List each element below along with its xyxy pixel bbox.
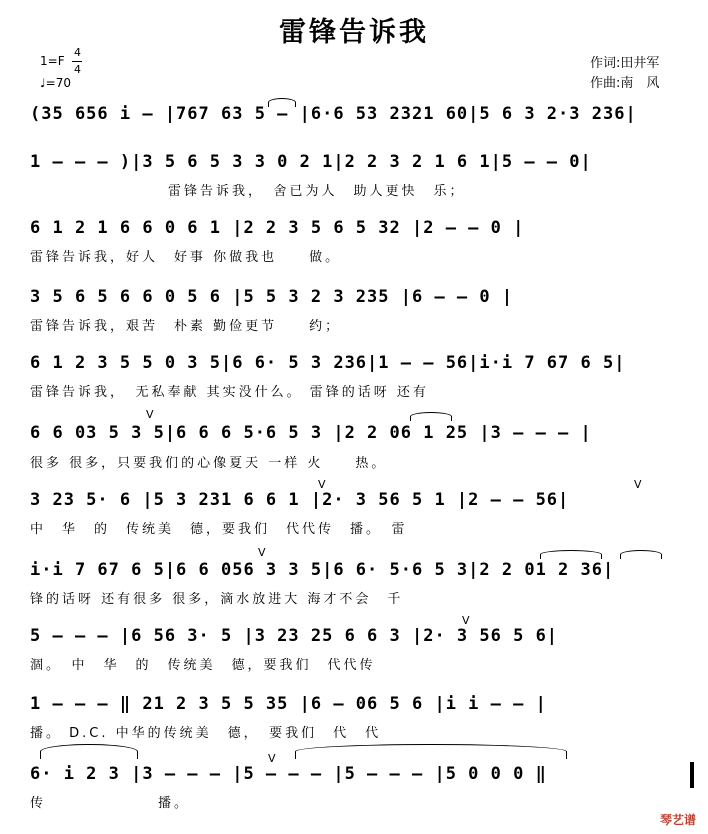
score-row-9-lyrics: 涸。 中 华 的 传统美 德，要我们 代代传 <box>30 658 376 673</box>
score-row-2-notes: 1 – – – )|3 5 6 5 3 3 0 2 1|2 2 3 2 1 6 1|5 – – 0| <box>30 152 592 172</box>
score-row-3-lyrics: 雷锋告诉我，好人 好事 你做我也 做。 <box>30 250 342 265</box>
score-row-4-notes: 3 5 6 5 6 6 0 5 6 |5 5 3 2 3 235 |6 – – 0 | <box>30 287 514 307</box>
score-row-6-notes: 6 6 03 5 3 5|6 6 6 5·6 5 3 |2 2 06 1 25 |3 – – – | <box>30 423 592 443</box>
tie-arc <box>40 744 138 759</box>
score-row-11-lyrics: 传 播。 <box>30 796 191 811</box>
breath-mark: V <box>146 408 154 421</box>
song-title: 雷锋告诉我 <box>279 17 429 48</box>
composer-credit: 作曲:南 风 <box>590 76 660 91</box>
score-row-10-notes: 1 – – – ‖ 21 2 3 5 5 35 |6 – 06 5 6 |i i – – | <box>30 694 547 714</box>
score-row-3-notes: 6 1 2 1 6 6 0 6 1 |2 2 3 5 6 5 32 |2 – – 0 | <box>30 218 525 238</box>
slur <box>620 550 662 559</box>
score-row-5-lyrics: 雷锋告诉我， 无私奉献 其实没什么。 雷锋的话呀 还有 <box>30 385 429 400</box>
breath-mark: V <box>462 614 470 627</box>
key-signature: 1=F <box>40 54 65 68</box>
tie-arc <box>295 744 567 759</box>
score-row-1-notes: (35 656 i – |767 63 5 – |6·6 53 2321 60|5 6 3 2·3 236| <box>30 104 637 124</box>
watermark-logo: 琴艺谱 <box>659 813 696 827</box>
score-row-7-lyrics: 中 华 的 传统美 德，要我们 代代传 播。 雷 <box>30 522 408 537</box>
breath-mark: V <box>634 478 642 491</box>
score-row-8-notes: i·i 7 67 6 5|6 6 056 3 3 5|6 6· 5·6 5 3|2 2 01 2 36| <box>30 560 615 580</box>
breath-mark: V <box>268 752 276 765</box>
score-row-2-lyrics: 雷锋告诉我， 舍已为人 助人更快 乐； <box>168 184 466 199</box>
score-row-5-notes: 6 1 2 3 5 5 0 3 5|6 6· 5 3 236|1 – – 56|i·i 7 67 6 5| <box>30 353 626 373</box>
lyricist-credit: 作词:田井军 <box>590 56 660 71</box>
score-row-8-lyrics: 锋的话呀 还有很多 很多，滴水放进大 海才不会 千 <box>30 592 404 607</box>
score-row-11-notes: 6· i 2 3 |3 – – – |5 – – – |5 – – – |5 0 0 0 ‖ <box>30 764 547 784</box>
score-row-4-lyrics: 雷锋告诉我，艰苦 朴素 勤俭更节 约； <box>30 319 342 334</box>
breath-mark: V <box>318 478 326 491</box>
final-barline <box>690 762 694 788</box>
slur <box>268 98 296 107</box>
slur <box>540 550 602 559</box>
tempo-marking: ♩=70 <box>40 76 71 90</box>
time-signature-numerator: 4 <box>74 46 81 59</box>
score-row-9-notes: 5 – – – |6 56 3· 5 |3 23 25 6 6 3 |2· 3 56 5 6| <box>30 626 559 646</box>
breath-mark: V <box>258 546 266 559</box>
slur <box>410 412 452 421</box>
score-row-6-lyrics: 很多 很多，只要我们的心像夏天 一样 火 热。 <box>30 456 388 471</box>
time-signature-denominator: 4 <box>74 63 81 76</box>
score-row-10-lyrics: 播。 D.C. 中华的传统美 德， 要我们 代 代 <box>30 726 382 741</box>
score-row-7-notes: 3 23 5· 6 |5 3 231 6 6 1 |2· 3 56 5 1 |2 – – 56| <box>30 490 570 510</box>
